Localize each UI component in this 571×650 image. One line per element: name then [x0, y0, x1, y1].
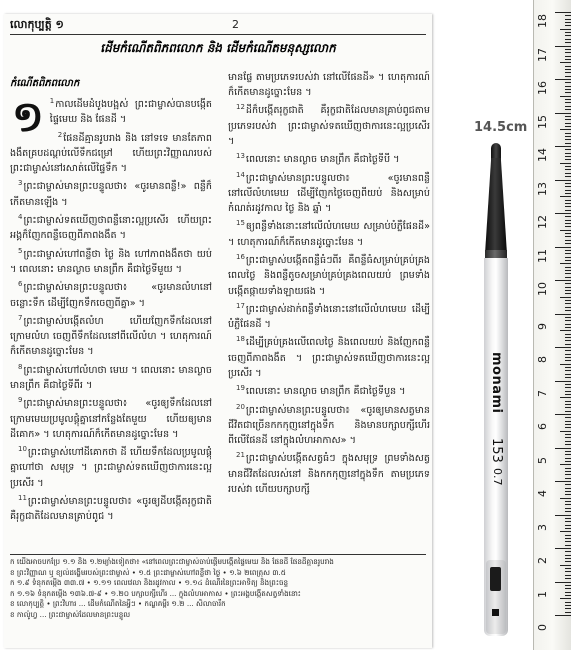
pen-marker-dot	[492, 609, 499, 616]
verse	[228, 100, 430, 149]
ruler-minor-tick	[565, 176, 571, 177]
ruler-minor-tick	[565, 602, 571, 603]
ruler-minor-tick	[560, 464, 571, 465]
ruler-minor-tick	[565, 367, 571, 368]
verse-number: 18	[236, 335, 245, 344]
verse-text: ព្រះជាម្ចាស់មានព្រះបន្ទូលថា៖ «ចូរមានពន្លឺ!» ពន្លឺក៏កើតមានឡើង ។	[10, 181, 212, 208]
ruler-minor-tick	[565, 605, 571, 606]
pen-brand: monami	[489, 352, 504, 414]
ruler-minor-tick	[565, 186, 571, 187]
verse	[10, 277, 212, 311]
pen-model: 153	[489, 438, 504, 463]
ruler-minor-tick	[565, 427, 571, 428]
ruler-minor-tick	[565, 404, 571, 405]
verse-number: 15	[236, 219, 245, 228]
ruler-label: 8	[536, 356, 549, 363]
verse	[10, 210, 212, 244]
ruler-minor-tick	[565, 578, 571, 579]
ruler-minor-tick	[565, 240, 571, 241]
ruler-minor-tick	[565, 22, 571, 23]
ruler-minor-tick	[565, 501, 571, 502]
verse-text: ពេលនោះ មានល្ងាច មានព្រឹក គឺជាថ្ងៃទីបួន ។	[245, 386, 406, 398]
verse-text: ព្រះជាម្ចាស់ហៅដីគោកថា ដី ហើយទឹកដែលប្រមូលផ្ដុំគ្នាហៅថា សមុទ្រ ។ ព្រះជាម្ចាស់ទតឃើញថាការនេះល្អប្រសើរ ។	[10, 447, 212, 489]
ruler-minor-tick	[565, 535, 571, 536]
verse-text: ផែនដីគ្មានរូបរាង និង នៅទទេ មានតែភាពងងឹតគ្របដណ្ដប់លើទឹកជម្រៅ ហើយព្រះវិញ្ញាណរបស់ព្រះជាម្ចាស់នៅរសាត់លើផ្ទៃទឹក ។	[10, 132, 212, 175]
verse-number: 7	[18, 313, 23, 322]
ruler-minor-tick	[560, 565, 571, 566]
verse-number: 9	[18, 396, 23, 405]
verse-text: ព្រះជាម្ចាស់ដាក់ពន្លឺទាំងនោះនៅលើលំហមេឃ ដើម្បីបំភ្លឺផែនដី ។	[228, 303, 430, 331]
ruler-minor-tick	[565, 411, 571, 412]
ruler-major-tick	[555, 481, 571, 482]
ruler-minor-tick	[565, 558, 571, 559]
pen-clip-window	[490, 567, 501, 591]
ruler-major-tick	[555, 515, 571, 516]
ruler-label: 11	[536, 248, 549, 263]
ruler-minor-tick	[565, 102, 571, 103]
verse-text: មានផ្លែ តាមប្រភេទរបស់វា នៅលើផែនដី» ។ ហេតុការណ៍ក៏កើតមានដូច្នោះមែន ។	[228, 72, 430, 99]
measurement-label: 14.5cm	[474, 120, 528, 135]
ruler-minor-tick	[565, 303, 571, 304]
ruler-minor-tick	[565, 461, 571, 462]
ruler-minor-tick	[565, 32, 571, 33]
ruler-minor-tick	[565, 324, 571, 325]
ruler-minor-tick	[565, 307, 571, 308]
ruler-minor-tick	[565, 568, 571, 569]
ruler-minor-tick	[560, 263, 571, 264]
page-number: 2	[232, 18, 239, 31]
verse-number: 10	[18, 444, 27, 453]
verse-text: ពេលនោះ មានល្ងាច មានព្រឹក គឺជាថ្ងៃទីបី ។	[245, 154, 400, 166]
ruler-minor-tick	[565, 471, 571, 472]
ruler-minor-tick	[565, 25, 571, 26]
ruler-minor-tick	[565, 555, 571, 556]
ruler-minor-tick	[565, 19, 571, 20]
ruler-minor-tick	[560, 163, 571, 164]
ruler-minor-tick	[565, 253, 571, 254]
verse-number: 3	[18, 179, 23, 188]
ruler-minor-tick	[565, 340, 571, 341]
ruler-minor-tick	[565, 106, 571, 107]
footnote-divider	[10, 554, 426, 555]
ruler-label: 2	[536, 557, 549, 564]
footnotes	[10, 557, 426, 645]
verse	[10, 491, 212, 525]
book-page	[4, 14, 432, 648]
ruler-minor-tick	[565, 541, 571, 542]
ruler-minor-tick	[560, 598, 571, 599]
ruler-minor-tick	[560, 96, 571, 97]
ruler-minor-tick	[560, 364, 571, 365]
ruler-minor-tick	[565, 508, 571, 509]
ruler-minor-tick	[565, 350, 571, 351]
ruler-minor-tick	[560, 196, 571, 197]
ruler-minor-tick	[565, 525, 571, 526]
ruler-major-tick	[555, 582, 571, 583]
ruler-minor-tick	[565, 407, 571, 408]
ruler-minor-tick	[565, 310, 571, 311]
ruler-label: 18	[536, 14, 549, 28]
ruler-minor-tick	[565, 173, 571, 174]
pen-grip	[485, 158, 507, 254]
ruler-minor-tick	[565, 434, 571, 435]
ruler-minor-tick	[565, 166, 571, 167]
ruler-minor-tick	[565, 360, 571, 361]
ruler-minor-tick	[565, 387, 571, 388]
ruler-minor-tick	[565, 384, 571, 385]
ruler-minor-tick	[565, 374, 571, 375]
verse	[228, 216, 430, 250]
verse	[228, 400, 430, 449]
ruler-major-tick	[555, 381, 571, 382]
verse-text: ព្រះជាម្ចាស់ទតឃើញថាពន្លឺនោះល្អប្រសើរ ហើយព្រះអង្គក៏ញែកពន្លឺចេញពីភាពងងឹត ។	[10, 215, 212, 242]
ruler-minor-tick	[565, 491, 571, 492]
ruler-major-tick	[555, 347, 571, 348]
verse-number: 19	[236, 384, 245, 393]
verse	[10, 176, 212, 210]
ruler-minor-tick	[565, 401, 571, 402]
verse-text: កាលដើមដំបូងបង្អស់ ព្រះជាម្ចាស់បានបង្កើតផ្ទៃមេឃ និង ផែនដី ។	[49, 99, 212, 126]
ruler-minor-tick	[565, 488, 571, 489]
ruler-minor-tick	[565, 585, 571, 586]
verse-number: 12	[236, 103, 245, 112]
verse-number: 6	[18, 280, 23, 289]
ruler-minor-tick	[565, 123, 571, 124]
verse-text: ព្រះជាម្ចាស់មានព្រះបន្ទូលថា៖ «ចូរឲ្យទឹកដែលនៅក្រោមមេឃប្រមូលផ្ដុំគ្នានៅកន្លែងតែមួយ ហើយឲ្យមានដីគោក» ។ ហេតុការណ៍ក៏កើតមានដូច្នោះមែន ។	[10, 398, 212, 440]
ruler-minor-tick	[565, 220, 571, 221]
ruler-minor-tick	[565, 391, 571, 392]
ruler-minor-tick	[565, 528, 571, 529]
verse	[10, 311, 212, 360]
ruler-minor-tick	[565, 484, 571, 485]
ruler-minor-tick	[565, 377, 571, 378]
ruler-minor-tick	[565, 511, 571, 512]
ruler-minor-tick	[560, 29, 571, 30]
verse	[228, 299, 430, 333]
ruler-minor-tick	[565, 223, 571, 224]
ruler-major-tick	[555, 247, 571, 248]
verse-text: ព្រះជាម្ចាស់មានព្រះបន្ទូលថា៖ «ចូរឲ្យមានសត្វមានជីវិតជាច្រើនកកកុញនៅក្នុងទឹក និងមានបក្សាបក្សីហើរពីលើផែនដី នៅក្នុងលំហអាកាស» ។	[228, 404, 430, 447]
ruler-minor-tick	[565, 273, 571, 274]
verse-number: 11	[18, 493, 27, 502]
ruler-major-tick	[555, 615, 571, 616]
ruler-label: 17	[536, 47, 549, 62]
ruler-minor-tick	[565, 59, 571, 60]
ruler-minor-tick	[565, 236, 571, 237]
ruler-minor-tick	[565, 421, 571, 422]
header-divider	[10, 34, 426, 35]
ruler-major-tick	[555, 213, 571, 214]
ruler-minor-tick	[565, 277, 571, 278]
verse-number: 1	[49, 97, 55, 105]
ruler-major-tick	[555, 280, 571, 281]
ruler-minor-tick	[565, 454, 571, 455]
verse-number: 16	[236, 252, 245, 261]
ruler-label: 4	[536, 490, 549, 497]
ruler-minor-tick	[565, 270, 571, 271]
ruler-minor-tick	[565, 233, 571, 234]
ruler-label: 12	[536, 215, 549, 229]
ruler-label: 16	[536, 81, 549, 95]
ruler-minor-tick	[560, 62, 571, 63]
verse-number: 2	[57, 130, 63, 139]
ruler-minor-tick	[565, 72, 571, 73]
ruler-minor-tick	[560, 230, 571, 231]
ruler-minor-tick	[565, 119, 571, 120]
ruler-minor-tick	[565, 354, 571, 355]
ruler-minor-tick	[565, 149, 571, 150]
ruler-minor-tick	[565, 260, 571, 261]
ruler-minor-tick	[560, 129, 571, 130]
section-heading: កំណើតពិភពលោក	[10, 78, 80, 89]
ruler-minor-tick	[565, 15, 571, 16]
footnote: ក ១.៩ ទំនុកតម្កើង ៣៣.៧ • ១.១១ ពេលវេលា និងរដូវកាល • ១.១៤ ដំណើរនៃព្រះអាទិត្យ និងព្រះចន្ទ	[10, 578, 289, 588]
ruler-minor-tick	[565, 250, 571, 251]
verse-number: 4	[18, 212, 23, 221]
verse	[228, 168, 430, 217]
ruler-minor-tick	[565, 521, 571, 522]
footnote: ខ លោកុប្បត្តិ • ព្រះវិហារ ... ដើមកំណើតនៃអ្វីៗ • កណ្ឌគម្ពីរ ១.២ ... សិលាចារឹក	[10, 599, 226, 609]
ruler-minor-tick	[565, 561, 571, 562]
ruler-minor-tick	[565, 206, 571, 207]
ruler-minor-tick	[560, 330, 571, 331]
ruler-minor-tick	[565, 226, 571, 227]
ruler-major-tick	[555, 113, 571, 114]
ruler-minor-tick	[565, 437, 571, 438]
ruler-minor-tick	[565, 588, 571, 589]
verse-text: ព្រះជាម្ចាស់បង្កើតពន្លឺធំៗពីរ គឺពន្លឺធំសម្រាប់គ្រប់គ្រងពេលថ្ងៃ និងពន្លឺតូចសម្រាប់គ្រប់គ្រងពេលយប់ ព្រមទាំងបង្កើតផ្កាយទាំងឡាយផង ។	[228, 255, 430, 297]
ruler-label: 14	[536, 148, 549, 162]
ruler-label: 9	[536, 322, 549, 330]
verse-number: 21	[236, 451, 245, 460]
ruler-major-tick	[555, 314, 571, 315]
ruler-minor-tick	[565, 35, 571, 36]
verse-number: 5	[18, 246, 23, 255]
verse-text: ព្រះជាម្ចាស់បង្កើតលំហ ហើយញែកទឹកដែលនៅក្រោមលំហ ចេញពីទឹកដែលនៅពីលើលំហ ។ ហេតុការណ៍ក៏កើតមានដូច្នោះមែន ។	[10, 315, 212, 358]
ruler-minor-tick	[565, 290, 571, 291]
verse	[228, 250, 430, 299]
ruler-minor-tick	[560, 397, 571, 398]
ruler-minor-tick	[565, 203, 571, 204]
footnote: ខ កាល៉ូហ្វ ... ព្រះជាម្ចាស់ដែលមានព្រះបន្ទូល	[10, 609, 131, 619]
verse-number: 13	[236, 152, 245, 161]
ruler-minor-tick	[565, 394, 571, 395]
ruler-label: 10	[536, 282, 549, 296]
ruler-minor-tick	[565, 337, 571, 338]
ruler-major-tick	[555, 180, 571, 181]
chapter-number: ១	[12, 92, 44, 141]
ruler-minor-tick	[565, 538, 571, 539]
verse-text: ដីក៏បង្កើតរុក្ខជាតិ គឺរុក្ខជាតិដែលមានគ្រាប់ពូជតាមប្រភេទរបស់វា ព្រះជាម្ចាស់ទតឃើញថាការនេះល្អប្រសើរ ។	[228, 105, 430, 147]
ruler-minor-tick	[565, 193, 571, 194]
ruler-minor-tick	[565, 293, 571, 294]
ruler-minor-tick	[565, 136, 571, 137]
pen	[479, 0, 513, 640]
verse-text: ព្រះជាម្ចាស់ហៅពន្លឺថា ថ្ងៃ និង ហៅភាពងងឹតថា យប់ ។ ពេលនោះ មានល្ងាច មានព្រឹក គឺជាថ្ងៃទីមួយ ។	[10, 248, 212, 275]
verse	[228, 332, 430, 381]
ruler-minor-tick	[565, 126, 571, 127]
left-column	[10, 76, 212, 534]
verse-number: 17	[236, 301, 245, 310]
ruler-minor-tick	[565, 143, 571, 144]
ruler-minor-tick	[565, 417, 571, 418]
ruler-minor-tick	[565, 200, 571, 201]
ruler-minor-tick	[565, 216, 571, 217]
verse	[10, 360, 212, 394]
ruler-minor-tick	[565, 153, 571, 154]
ruler-label: 6	[536, 423, 549, 430]
verse	[228, 149, 430, 167]
ruler-minor-tick	[560, 531, 571, 532]
ruler-major-tick	[555, 79, 571, 80]
ruler-minor-tick	[565, 595, 571, 596]
ruler-minor-tick	[565, 317, 571, 318]
ruler-minor-tick	[565, 169, 571, 170]
chapter-title: ដើមកំណើតពិភពលោក និង ដើមកំណើតមនុស្សលោក	[100, 41, 336, 55]
ruler	[533, 0, 571, 650]
verse-text: ដើម្បីគ្រប់គ្រងលើពេលថ្ងៃ និងពេលយប់ និងញែកពន្លឺចេញពីភាពងងឹត ។ ព្រះជាម្ចាស់ទតឃើញថាការនេះល្អប្រសើរ ។	[228, 337, 430, 379]
ruler-minor-tick	[565, 458, 571, 459]
ruler-minor-tick	[565, 474, 571, 475]
ruler-label: 15	[536, 114, 549, 129]
ruler-label: 1	[536, 590, 549, 598]
verse	[228, 381, 430, 399]
ruler-minor-tick	[565, 357, 571, 358]
ruler-major-tick	[555, 414, 571, 415]
ruler-minor-tick	[565, 612, 571, 613]
footnote: ក យើងអាចបកប្រែ ១.១ និង ១.២ម្យ៉ាងទៀតថា៖ «នៅពេលព្រះជាម្ចាស់ចាប់ផ្ដើមបង្កើតផ្ទៃមេឃ និង ផែនដី ផែនដីគ្មានរូបរាង	[10, 557, 334, 566]
verse-text: ព្រះជាម្ចាស់មានព្រះបន្ទូលថា៖ «ចូរមានលំហនៅចន្លោះទឹក ដើម្បីញែកទឹកចេញពីគ្នា» ។	[10, 282, 212, 309]
footnote: ក ១.១៦ ទំនុកតម្កើង ១៣៦.៧-៩ • ១.២០ បក្សាបក្សីហើរ ... ក្នុងលំហអាកាស • ព្រះអង្គបង្កើតសត្វទាំងនោះ	[10, 588, 301, 598]
ruler-minor-tick	[565, 468, 571, 469]
ruler-major-tick	[555, 12, 571, 13]
ruler-minor-tick	[565, 451, 571, 452]
ruler-minor-tick	[565, 99, 571, 100]
ruler-minor-tick	[565, 267, 571, 268]
ruler-minor-tick	[565, 257, 571, 258]
ruler-minor-tick	[565, 300, 571, 301]
ruler-minor-tick	[565, 159, 571, 160]
book-reference: លោកុប្បត្តិ ១	[10, 18, 64, 31]
ruler-minor-tick	[565, 76, 571, 77]
ruler-minor-tick	[565, 42, 571, 43]
ruler-minor-tick	[565, 551, 571, 552]
ruler-minor-tick	[565, 210, 571, 211]
ruler-minor-tick	[565, 287, 571, 288]
ruler-minor-tick	[565, 283, 571, 284]
ruler-minor-tick	[565, 139, 571, 140]
verse-number: 20	[236, 402, 245, 411]
verse	[10, 442, 212, 491]
ruler-minor-tick	[565, 86, 571, 87]
verse-number: 14	[236, 170, 245, 179]
right-verse-list	[228, 70, 430, 497]
ruler-minor-tick	[565, 494, 571, 495]
ruler-minor-tick	[565, 190, 571, 191]
verse-text: ព្រះជាម្ចាស់មានព្រះបន្ទូលថា៖ «ចូរមានពន្លឺនៅលើលំហមេឃ ដើម្បីញែកថ្ងៃចេញពីយប់ និងសម្រាប់កំណត់រដូវកាល ថ្ងៃ និង ឆ្នាំ ។	[228, 172, 430, 215]
ruler-minor-tick	[565, 49, 571, 50]
footnote: ខ ព្រះវិញ្ញាណ ឬ ខ្យល់ដង្ហើមរបស់ព្រះជាម្ចាស់ • ១.៥ ព្រះជាម្ចាស់ហៅពន្លឺថា ថ្ងៃ • ១.៦ ២ពេត្រុស ៣.៥	[10, 567, 286, 577]
ruler-minor-tick	[565, 82, 571, 83]
ruler-minor-tick	[565, 183, 571, 184]
ruler-minor-tick	[565, 575, 571, 576]
verse-text: ព្រះជាម្ចាស់មានព្រះបន្ទូលថា៖ «ចូរឲ្យដីបង្កើតរុក្ខជាតិ គឺរុក្ខជាតិដែលមានគ្រាប់ពូជ ។	[10, 495, 212, 523]
pen-size: 0.7	[491, 468, 504, 486]
verse-number: 8	[18, 362, 23, 371]
verse-text: ព្រះជាម្ចាស់ហៅលំហថា មេឃ ។ ពេលនោះ មានល្ងាច មានព្រឹក គឺជាថ្ងៃទីពីរ ។	[10, 364, 212, 391]
ruler-minor-tick	[565, 334, 571, 335]
ruler-minor-tick	[565, 571, 571, 572]
ruler-major-tick	[555, 448, 571, 449]
ruler-minor-tick	[565, 89, 571, 90]
left-verse-list	[10, 94, 212, 524]
ruler-minor-tick	[565, 92, 571, 93]
ruler-label: 13	[536, 181, 549, 196]
ruler-label: 0	[536, 624, 549, 631]
ruler-minor-tick	[565, 504, 571, 505]
ruler-minor-tick	[565, 327, 571, 328]
ruler-minor-tick	[565, 39, 571, 40]
ruler-major-tick	[555, 548, 571, 549]
ruler-minor-tick	[560, 297, 571, 298]
right-column	[228, 70, 430, 534]
ruler-minor-tick	[565, 66, 571, 67]
ruler-major-tick	[555, 46, 571, 47]
ruler-minor-tick	[565, 156, 571, 157]
ruler-minor-tick	[565, 69, 571, 70]
ruler-minor-tick	[565, 518, 571, 519]
ruler-minor-tick	[565, 478, 571, 479]
ruler-minor-tick	[565, 52, 571, 53]
verse-text: ព្រះជាម្ចាស់បង្កើតសត្វធំៗ ក្នុងសមុទ្រ ព្រមទាំងសត្វមានជីវិតដែលរស់នៅ និងកកកុញនៅក្នុងទឹក តាមប្រភេទរបស់វា ហើយបក្សាបក្សី	[228, 453, 430, 495]
verse	[228, 448, 430, 497]
ruler-label: 3	[536, 523, 549, 531]
ruler-minor-tick	[565, 56, 571, 57]
ruler-minor-tick	[565, 109, 571, 110]
verse-text: ឲ្យពន្លឺទាំងនោះនៅលើលំហមេឃ សម្រាប់បំភ្លឺផែនដី» ។ ហេតុការណ៍ក៏កើតមានដូច្នោះមែន ។	[228, 221, 430, 248]
verse	[10, 393, 212, 442]
ruler-minor-tick	[565, 592, 571, 593]
ruler-label: 5	[536, 456, 549, 464]
ruler-minor-tick	[565, 116, 571, 117]
ruler-minor-tick	[560, 498, 571, 499]
ruler-minor-tick	[565, 441, 571, 442]
ruler-major-tick	[555, 146, 571, 147]
ruler-minor-tick	[565, 133, 571, 134]
verse	[228, 70, 430, 100]
verse	[10, 244, 212, 278]
ruler-minor-tick	[565, 344, 571, 345]
ruler-minor-tick	[565, 320, 571, 321]
ruler-minor-tick	[565, 424, 571, 425]
ruler-minor-tick	[565, 545, 571, 546]
ruler-minor-tick	[565, 243, 571, 244]
ruler-minor-tick	[565, 370, 571, 371]
ruler-minor-tick	[560, 431, 571, 432]
ruler-label: 7	[536, 389, 549, 397]
ruler-minor-tick	[565, 608, 571, 609]
ruler-minor-tick	[565, 444, 571, 445]
